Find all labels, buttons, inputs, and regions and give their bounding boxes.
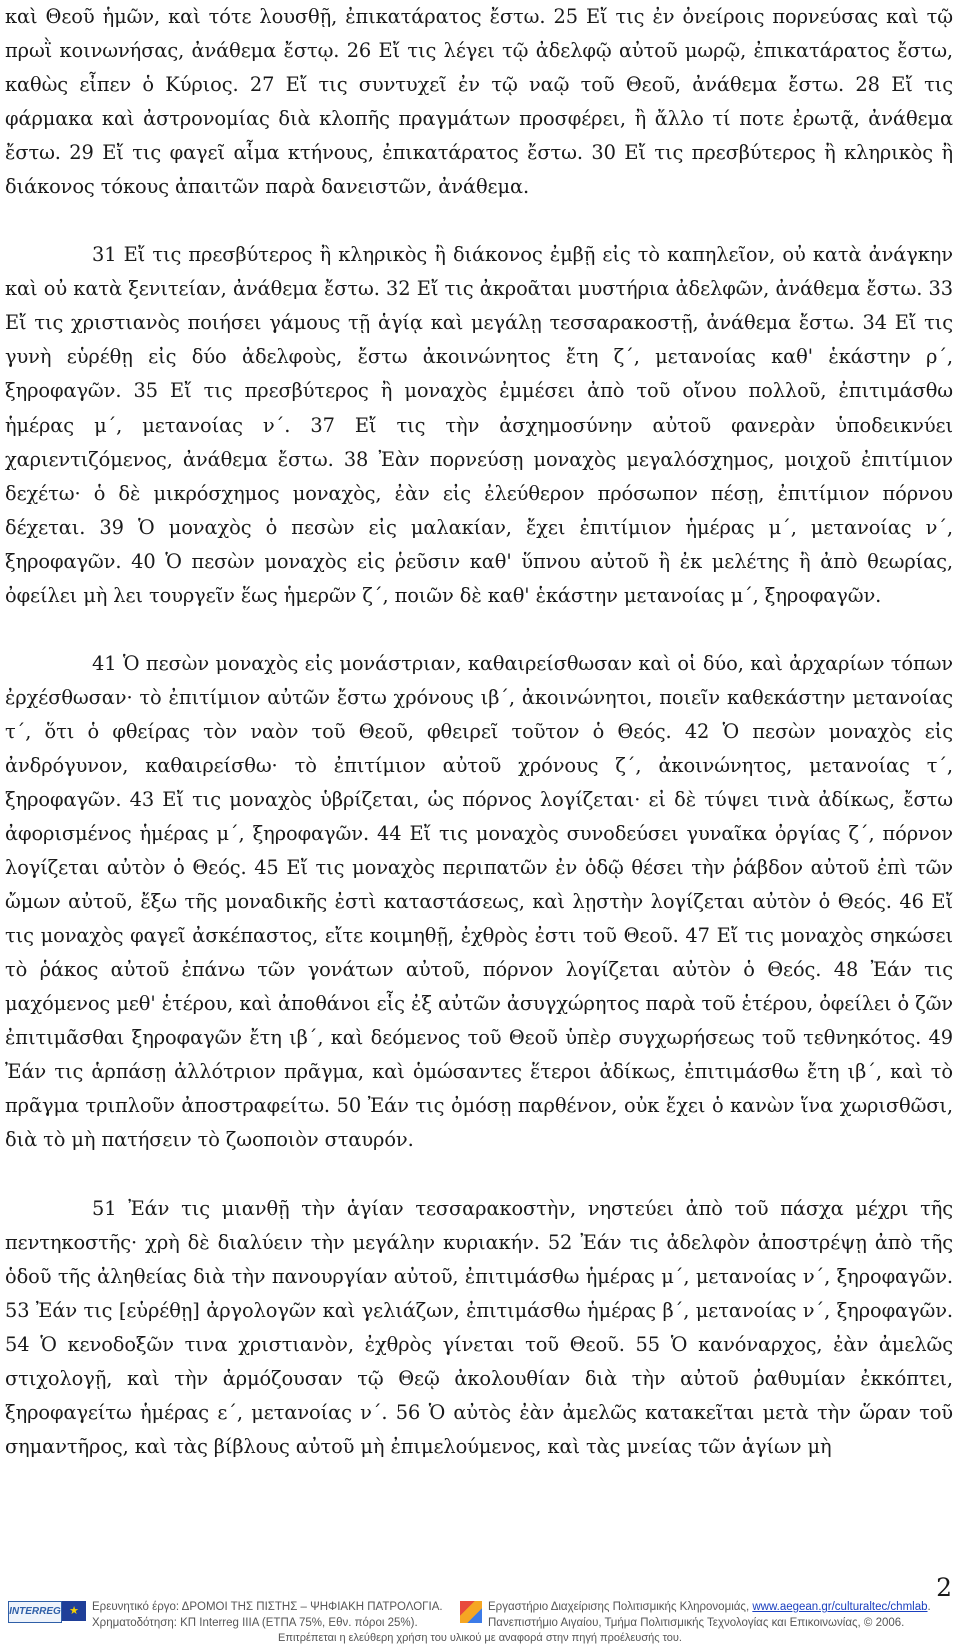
paragraph-1: καὶ Θεοῦ ἡμῶν, καὶ τότε λουσθῇ, ἐπικατάρατος ἔστω. 25 Εἴ τις ἐν ὀνείροις πορνεύσας καὶ τῷ πρωῒ κοινωνήσας, ἀνάθεμα ἔστῳ. 26 Εἴ τις λέγει τῷ ἀδελφῷ αὐτοῦ μωρῷ, ἐπικατάρατος ἔστω, καθὼς εἶπεν ὁ Κύριος. 27 Εἴ τις συντυχεῖ ἐν τῷ ναῷ τοῦ Θεοῦ, ἀνάθεμα ἔστω. 28 Εἴ τις φάρμακα καὶ ἀστρονομίας διὰ κλοπῆς πραγμάτων προσφέρει, ἢ ἄλλο τί ποτε ἐρωτᾷ, ἀνάθεμα ἔστω. 29 Εἴ τις φαγεῖ αἷμα κτήνους, ἐπικατάρατος ἔστω. 30 Εἴ τις πρεσβύτερος ἢ κληρικὸς ἢ διάκονος τόκους ἀπαιτῶν παρὰ δανειστῶν, ἀνάθεμα.	[5, 5, 953, 199]
footer-lab-text	[488, 1599, 931, 1631]
footer-lab-link[interactable]: www.aegean.gr/culturaltec/chmlab	[752, 1601, 928, 1613]
paragraph-3: 41 Ὁ πεσὼν μοναχὸς εἰς μονάστριαν, καθαιρείσθωσαν καὶ οἱ δύο, καὶ ἀρχαρίων τόπων ἐρχέσθωσαν· τὸ ἐπιτίμιον αὐτῶν ἔστω χρόνους ιβ΄, ἀκοινώνητοι, ποιεῖν καθεκάστην μετανοίας τ΄, ὅτι ὁ φθείρας τὸν ναὸν τοῦ Θεοῦ, φθειρεῖ τοῦτον ὁ Θεός. 42 Ὁ πεσὼν μοναχὸς εἰς ἀνδρόγυνον, καθαιρείσθω· τὸ ἐπιτίμιον αὐτοῦ χρόνους ζ΄, ἀκοινώνητος, μετανοίας τ΄, ξηροφαγῶν. 43 Εἴ τις μοναχὸς ὑβρίζεται, ὡς πόρνος λογίζεται· εἰ δὲ τύψει τινὰ ἀδίκως, ἔστω ἀφορισμένος ἡμέρας μ΄, ξηροφαγῶν. 44 Εἴ τις μοναχὸς συνοδεύσει γυναῖκα ὀργίας ζ΄, πόρνον λογίζεται αὐτὸν ὁ Θεός. 45 Εἴ τις μοναχὸς περιπατῶν ἐν ὁδῷ θέσει τὴν ῥάβδον αὐτοῦ ἐπὶ τῶν ὤμων αὐτοῦ, ἔξω τῆς μοναδικῆς ἐστὶ καταστάσεως, καὶ λῃστὴν λογίζεται αὐτὸν ὁ Θεός. 46 Εἴ τις μοναχὸς φαγεῖ ἀσκέπαστος, εἴτε κοιμηθῇ, ἐχθρὸς ἐστι τοῦ Θεοῦ. 47 Εἴ τις μοναχὸς σηκώσει τὸ ῥάκος αὐτοῦ ἐπάνω τῶν γονάτων αὐτοῦ, πόρνον λογίζεται αὐτὸν ὁ Θεός. 48 Ἐάν τις μαχόμενος μεθ' ἑτέρου, καὶ ἀποθάνοι εἷς ἐξ αὐτῶν ἀσυγχώρητος παρὰ τοῦ ἑτέρου, ὀφείλει ὁ ζῶν ἐπιτιμᾶσθαι ξηροφαγῶν ἔτη ιβ΄, καὶ δεόμενος τοῦ Θεοῦ ὑπὲρ συγχωρήσεως τοῦ τεθνηκότος. 49 Ἐάν τις ἁρπάσῃ ἀλλότριον πρᾶγμα, καὶ ὁμώσαντες ἕτεροι ἀδίκως, ἐπιτιμάσθω ἔτη ιβ΄, καὶ τὸ πρᾶγμα τριπλοῦν ἀποστραφείτω. 50 Ἐάν τις ὀμόσῃ παρθένον, οὐκ ἔχει ὁ κανὼν ἵνα χωρισθῶσι, διὰ τὸ μὴ πατήσειν τὸ ζωοποιὸν σταυρόν.	[5, 651, 953, 1152]
footer-university-line: Πανεπιστήμιο Αιγαίου, Τμήμα Πολιτισμικής Τεχνολογίας και Επικοινωνίας, © 2006.	[488, 1617, 905, 1629]
paragraph-4: 51 Ἐάν τις μιανθῇ τὴν ἁγίαν τεσσαρακοστὴν, νηστεύει ἀπὸ τοῦ πάσχα μέχρι τῆς πεντηκοστῆς· χρὴ δὲ διαλύειν τὴν μεγάλην κυριακήν. 52 Ἐάν τις ἀδελφὸν ἀποστρέψῃ ἀπὸ τῆς ὁδοῦ τῆς ἀληθείας διὰ τὴν πανουργίαν αὐτοῦ, ἐπιτιμάσθω ἡμέρας μ΄, μετανοίας ν΄, ξηροφαγῶν. 53 Ἐάν τις [εὑρέθῃ] ἀργολογῶν καὶ γελιάζων, ἐπιτιμάσθω ἡμέρας β΄, μετανοίας ν΄, ξηροφαγῶν. 54 Ὁ κενοδοξῶν τινα χριστιανὸν, ἐχθρὸς γίνεται τοῦ Θεοῦ. 55 Ὁ κανόναρχος, ἐὰν ἀμελῶς στιχολογῇ, καὶ τὴν ἁρμόζουσαν τῷ Θεῷ ἀκολουθίαν διὰ τὴν αὐτοῦ ῥαθυμίαν ἐκκόπτει, ξηροφαγείτω ἡμέρας ε΄, μετανοίας ν΄. 56 Ὁ αὐτὸς ἐὰν ἀμελῶς κατακεῖται μετὰ τὴν ὥραν τοῦ σημαντῆρος, καὶ τὰς βίβλους αὐτοῦ μὴ ἐπιμελούμενος, καὶ τὰς μνείας τῶν ἁγίων μὴ	[5, 1196, 953, 1458]
footer-project-line: Ερευνητικό έργο: ΔΡΟΜΟΙ ΤΗΣ ΠΙΣΤΗΣ – ΨΗΦΙΑΚΗ ΠΑΤΡΟΛΟΓΙΑ.	[92, 1601, 443, 1613]
footer-funding-text	[92, 1599, 443, 1631]
paragraph-2: 31 Εἴ τις πρεσβύτερος ἢ κληρικὸς ἢ διάκονος ἐμβῇ εἰς τὸ καπηλεῖον, οὐ κατὰ ἀνάγκην καὶ οὐ κατὰ ξενιτείαν, ἀνάθεμα ἔστω. 32 Εἴ τις ἀκροᾶται μυστήρια ἀδελφῶν, ἀνάθεμα ἔστω. 33 Εἴ τις χριστιανὸς ποιήσει γάμους τῇ ἁγίᾳ καὶ μεγάλῃ τεσσαρακοστῇ, ἀνάθεμα ἔστω. 34 Εἴ τις γυνὴ εὑρέθῃ εἰς δύο ἀδελφοὺς, ἔστω ἀκοινώνητος ἔτη ζ΄, μετανοίας καθ' ἑκάστην ρ΄, ξηροφαγῶν. 35 Εἴ τις πρεσβύτερος ἢ μοναχὸς ἐμμέσει ἀπὸ τοῦ οἴνου πολλοῦ, ἐπιτιμάσθω ἡμέρας μ΄, μετανοίας ν΄. 37 Εἴ τις τὴν ἀσχημοσύνην αὐτοῦ φανερὰν ὑποδεικνύει χαριεντιζόμενος, ἀνάθεμα ἔστω. 38 Ἐὰν πορνεύσῃ μοναχὸς μεγαλόσχημος, μοιχοῦ ἐπιτίμιον δεχέτω· ὁ δὲ μικρόσχημος μοναχὸς, ἐὰν εἰς ἐλεύθερον πρόσωπον πέσῃ, ἐπιτίμιον πόρνου δέχεται. 39 Ὁ μοναχὸς ὁ πεσὼν εἰς μαλακίαν, ἔχει ἐπιτίμιον ἡμέρας μ΄, μετανοίας ν΄, ξηροφαγῶν. 40 Ὁ πεσὼν μοναχὸς εἰς ῥεῦσιν καθ' ὕπνου αὐτοῦ ἢ ἐκ μελέτης ἢ ἀπὸ θεωρίας, ὀφείλει μὴ λει τουργεῖν ἕως ἡμερῶν ζ΄, ποιῶν δὲ καθ' ἑκάστην μετανοίας μ΄, ξηροφαγῶν.	[5, 243, 953, 607]
document-body	[5, 0, 953, 1464]
footer-funding-line: Χρηματοδότηση: ΚΠ Interreg IIIA (ΕΤΠΑ 75%, Εθν. πόροι 25%).	[92, 1617, 418, 1629]
page-number: 2	[936, 1573, 952, 1602]
footer-lab-name: Εργαστήριο Διαχείρισης Πολιτισμικής Κληρονομιάς,	[488, 1601, 753, 1613]
lab-logo-icon	[460, 1601, 482, 1623]
footer-lab-line	[488, 1599, 931, 1615]
footer	[0, 1598, 960, 1651]
eu-flag-icon: ★	[62, 1601, 86, 1621]
footer-license-line: Επιτρέπεται η ελεύθερη χρήση του υλικού με αναφορά στην πηγή προέλευσής του.	[278, 1632, 682, 1644]
footer-lab-line-end: .	[927, 1601, 931, 1613]
interreg-logo: INTERREG	[8, 1601, 62, 1623]
